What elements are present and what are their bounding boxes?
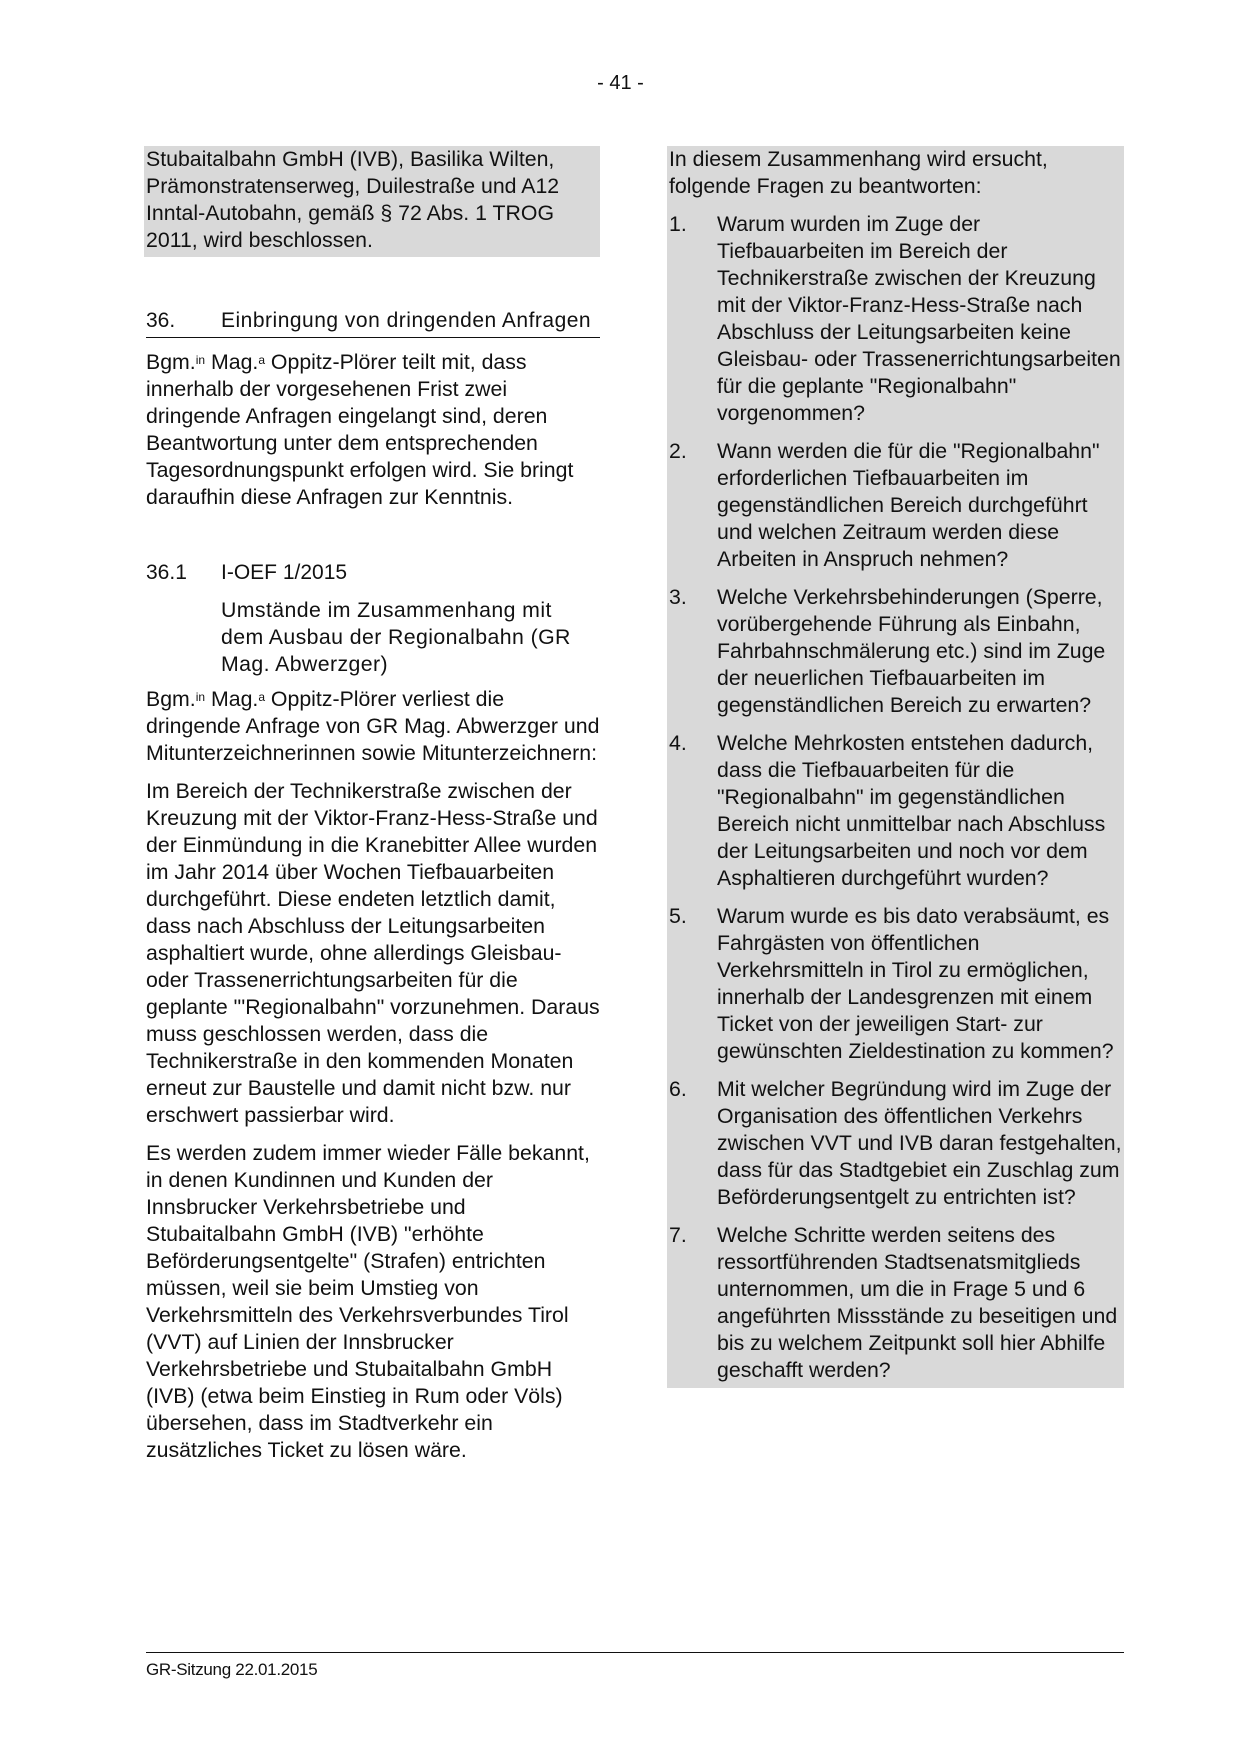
question-item [669, 730, 1124, 892]
section-number: 36.1 [146, 561, 187, 584]
question-number: 4. [669, 731, 687, 755]
question-text: Mit welcher Begründung wird im Zuge der Organisation des öffentlichen Verkehrs zwischen VVT und IVB daran festgehalten, dass für das Stadtgebiet ein Zuschlag zum Beförderungsentgelt zu entrichten ist? [717, 1077, 1122, 1209]
body-paragraph: Es werden zudem immer wieder Fälle bekannt, in denen Kundinnen und Kunden der Innsbrucker Verkehrsbetriebe und Stubaitalbahn GmbH (IVB) "erhöhte Beförderungsentgelte" (Strafen) entrichten müssen, weil sie beim Umstieg von Verkehrsmitteln des Verkehrsverbundes Tirol (VVT) auf Linien der Innsbrucker Verkehrsbetriebe und Stubaitalbahn GmbH (IVB) (etwa beim Einstieg in Rum oder Völs) übersehen, dass im Stadtverkehr ein zusätzliches Ticket zu lösen wäre. [146, 1141, 590, 1462]
page-number: - 41 - [597, 72, 644, 94]
resolution-text-box: Stubaitalbahn GmbH (IVB), Basilika Wilten, Prämonstratenserweg, Duilestraße und A12 Inntal-Autobahn, gemäß § 72 Abs. 1 TROG 2011, wird beschlossen. [144, 146, 600, 257]
section-36-1-heading [146, 559, 600, 586]
superscript: in [195, 353, 206, 367]
superscript: in [195, 690, 206, 704]
question-item [669, 1222, 1124, 1384]
superscript: a [258, 353, 266, 367]
questions-intro: In diesem Zusammenhang wird ersucht, folgende Fragen zu beantworten: [669, 147, 1048, 198]
paragraph-text: Oppitz-Plörer teilt mit, dass innerhalb der vorgesehenen Frist zwei dringende Anfragen eingelangt sind, deren Beantwortung unter dem entsprechenden Tagesordnungspunkt erfolgen wird. Sie bringt daraufhin diese Anfragen zur Kenntnis. [146, 350, 574, 509]
inquiry-subtitle: Umstände im Zusammenhang mit dem Ausbau der Regionalbahn (GR Mag. Abwerzger) [221, 598, 571, 676]
body-paragraph: Im Bereich der Technikerstraße zwischen der Kreuzung mit der Viktor-Franz-Hess-Straße und der Einmündung in die Kranebitter Allee wurden im Jahr 2014 über Wochen Tiefbauarbeiten durchgeführt. Diese endeten letztlich damit, dass nach Abschluss der Leitungsarbeiten asphaltiert wurde, ohne allerdings Gleisbau- oder Trassenerrichtungsarbeiten für die geplante "'Regionalbahn" vorzunehmen. Daraus muss geschlossen werden, dass die Technikerstraße in den kommenden Monaten erneut zur Baustelle und damit nicht bzw. nur erschwert passierbar wird. [146, 779, 600, 1127]
question-text: Warum wurden im Zuge der Tiefbauarbeiten im Bereich der Technikerstraße zwischen der Kreuzung mit der Viktor-Franz-Hess-Straße nach Abschluss der Leitungsarbeiten keine Gleisbau- oder Trassenerrichtungsarbeiten für die geplante "Regionalbahn" vorgenommen? [717, 212, 1121, 425]
question-text: Wann werden die für die "Regionalbahn" erforderlichen Tiefbauarbeiten im gegenständlichen Bereich durchgeführt und welchen Zeitraum werden diese Arbeiten in Anspruch nehmen? [717, 439, 1100, 571]
inquiry-code: I-OEF 1/2015 [221, 561, 348, 584]
speaker-degree: Mag. [205, 350, 259, 374]
speaker-degree: Mag. [205, 687, 259, 711]
left-column [146, 146, 600, 1475]
footer-divider [146, 1652, 1124, 1653]
reading-paragraph [146, 686, 600, 767]
footer-session-date: GR-Sitzung 22.01.2015 [146, 1660, 318, 1679]
question-text: Welche Mehrkosten entstehen dadurch, dass die Tiefbauarbeiten für die "Regionalbahn" im gegenständlichen Bereich nicht unmittelbar nach Abschluss der Leitungsarbeiten und noch vor dem Asphaltieren durchgeführt wurden? [717, 731, 1106, 890]
superscript: a [258, 690, 266, 704]
question-item [669, 584, 1124, 719]
section-number: 36. [146, 309, 176, 332]
speaker-title: Bgm. [146, 350, 196, 374]
section-title: Einbringung von dringenden Anfragen [221, 309, 592, 332]
question-item [669, 211, 1124, 427]
speaker-title: Bgm. [146, 687, 196, 711]
section-36-heading [146, 307, 600, 338]
question-number: 1. [669, 212, 687, 236]
right-column [669, 146, 1124, 1388]
question-item [669, 903, 1124, 1065]
question-number: 6. [669, 1077, 687, 1101]
intro-paragraph [146, 349, 600, 511]
question-text: Warum wurde es bis dato verabsäumt, es Fahrgästen von öffentlichen Verkehrsmitteln in Tirol zu ermöglichen, innerhalb der Landesgrenzen mit einem Ticket von der jeweiligen Start- zur gewünschten Zieldestination zu kommen? [717, 904, 1114, 1063]
paragraph-text: Oppitz-Plörer verliest die dringende Anfrage von GR Mag. Abwerzger und Mitunterzeichnerinnen sowie Mitunterzeichnern: [146, 687, 600, 765]
question-number: 5. [669, 904, 687, 928]
question-item [669, 438, 1124, 573]
question-number: 7. [669, 1223, 687, 1247]
question-number: 3. [669, 585, 687, 609]
question-item [669, 1076, 1124, 1211]
question-number: 2. [669, 439, 687, 463]
questions-box [667, 146, 1124, 1388]
question-text: Welche Verkehrsbehinderungen (Sperre, vorübergehende Führung als Einbahn, Fahrbahnschmälerung etc.) sind im Zuge der neuerlichen Tiefbauarbeiten im gegenständlichen Bereich zu erwarten? [717, 585, 1106, 717]
question-text: Welche Schritte werden seitens des ressortführenden Stadtsenatsmitglieds unternommen, um die in Frage 5 und 6 angeführten Missstände zu beseitigen und bis zu welchem Zeitpunkt soll hier Abhilfe geschafft werden? [717, 1223, 1118, 1382]
